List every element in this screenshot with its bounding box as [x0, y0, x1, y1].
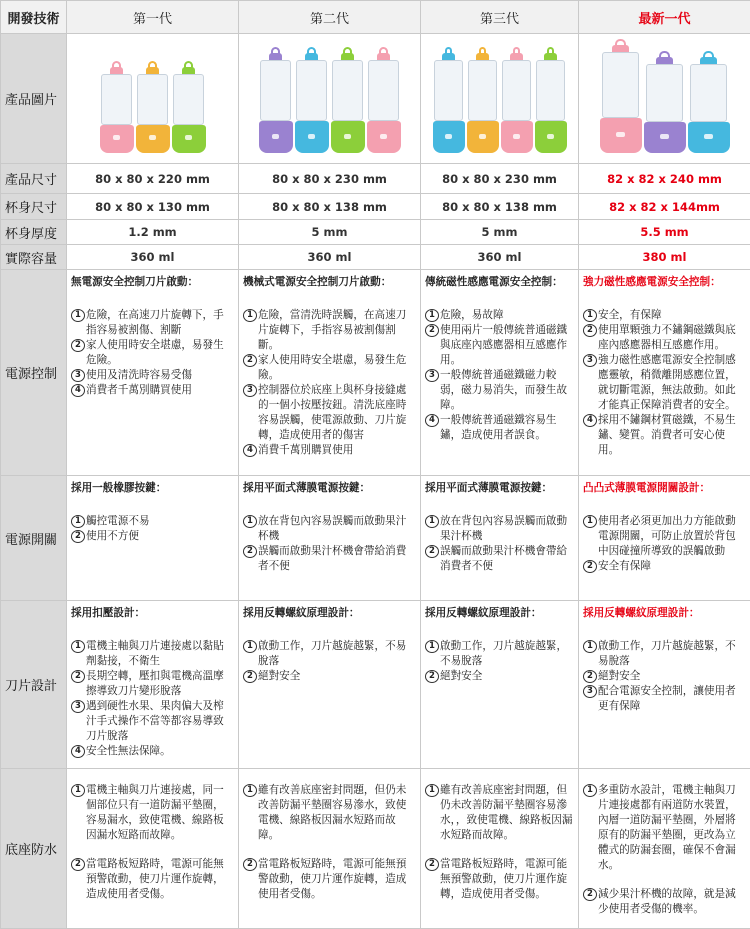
- image-gen2: [239, 34, 421, 164]
- blender-bottle-image: [136, 67, 170, 153]
- image-row: [1, 34, 750, 164]
- item-text: 一般傳統普通磁鐵磁力較弱，磁力易消失，而發生故障。: [440, 369, 568, 411]
- item-text: 觸控電源不易: [86, 515, 150, 527]
- power-switch-latest: [579, 476, 750, 601]
- list-item: [71, 699, 234, 744]
- list-item: [425, 323, 574, 368]
- item-number: 1: [243, 784, 257, 797]
- list-item: [425, 368, 574, 413]
- cell-title: 採用平面式薄膜電源按鍵：: [243, 482, 371, 494]
- list-item: [243, 544, 416, 574]
- list-item: [243, 783, 416, 843]
- header-tech-label: 開發技術: [1, 1, 67, 34]
- list-item: [583, 639, 746, 669]
- item-number: 2: [243, 545, 257, 558]
- item-text: 當電路板短路時，電源可能無預警啟動，使刀片運作旋轉，造成使用者受傷。: [440, 858, 568, 900]
- item-text: 強力磁性感應電源安全控制感應靈敏，稍微離開感應位置，就切斷電源，無法啟動。如此才能真正保障消費者的安全。: [598, 354, 736, 411]
- item-text: 家人使用時安全堪慮，易發生危險。: [258, 354, 407, 381]
- list-item: [425, 857, 574, 902]
- capacity-gen3: 360 ml: [421, 245, 579, 270]
- item-text: 使用單顆強力不鏽鋼磁鐵與底座內感應器相互感應作用。: [598, 324, 736, 351]
- item-text: 控制器位於底座上與杯身接縫處的一個小按壓按鈕。清洗底座時容易誤觸，使電源啟動、刀片旋轉，造成使用者的傷害: [258, 384, 407, 441]
- power-switch-row: [1, 476, 750, 601]
- list-item: [425, 413, 574, 443]
- item-text: 雖有改善底座密封問題，但仍未改善防漏平墊圈容易滲水，，致使電機、線路板因漏水短路而故障。: [440, 784, 573, 841]
- item-number: 2: [71, 339, 85, 352]
- item-number: 2: [425, 670, 439, 683]
- row-label-size: 產品尺寸: [1, 164, 67, 194]
- blender-bottle-image: [367, 53, 401, 153]
- list-item: [243, 443, 416, 458]
- list-item: [71, 383, 234, 398]
- item-text: 絕對安全: [258, 670, 301, 682]
- blade-latest: [579, 601, 750, 769]
- item-number: 2: [425, 545, 439, 558]
- item-text: 安全有保障: [598, 560, 651, 572]
- list-item: [425, 514, 574, 544]
- cell-title: 凸凸式薄膜電源開關設計：: [583, 482, 711, 494]
- item-number: 1: [71, 309, 85, 322]
- cell-title: 採用一般橡膠按鍵：: [71, 482, 167, 494]
- thickness-gen2: 5 mm: [239, 220, 421, 245]
- item-number: 1: [243, 515, 257, 528]
- thickness-latest: 5.5 mm: [579, 220, 750, 245]
- base-gen1: [67, 769, 239, 929]
- item-number: 3: [243, 384, 257, 397]
- cup-size-row: [1, 194, 750, 220]
- item-number: 4: [71, 384, 85, 397]
- row-label-power-control: 電源控制: [1, 270, 67, 476]
- item-text: 誤觸而啟動果汁杯機會帶給消費者不便: [258, 545, 407, 572]
- cup-size-latest: 82 x 82 x 144mm: [579, 194, 750, 220]
- item-text: 危險，易故障: [440, 309, 504, 321]
- item-number: 4: [243, 444, 257, 457]
- item-text: 多重防水設計，電機主軸與刀片連接處都有兩道防水裝置，內層一道防漏平墊圈，外層將原有的防漏平墊圈，更改為立體式的防漏套圈，確保不會漏水。: [598, 784, 736, 871]
- capacity-row: [1, 245, 750, 270]
- item-text: 使用兩片一般傳統普通磁鐵與底座內感應器相互感應作用。: [440, 324, 568, 366]
- list-item: [425, 308, 574, 323]
- row-label-thickness: 杯身厚度: [1, 220, 67, 245]
- item-text: 消費千萬別購買使用: [258, 444, 354, 456]
- item-number: 1: [425, 309, 439, 322]
- item-text: 雖有改善底座密封問題，但仍未改善防漏平墊圈容易滲水，致使電機、線路板因漏水短路而故障。: [258, 784, 407, 841]
- blender-bottle-image: [259, 53, 293, 153]
- item-text: 當電路板短路時，電源可能無預警啟動，使刀片運作旋轉，造成使用者受傷。: [86, 858, 224, 900]
- list-item: [243, 308, 416, 353]
- header-latest: 最新一代: [579, 1, 750, 34]
- item-number: 2: [71, 670, 85, 683]
- item-number: 2: [583, 888, 597, 901]
- item-text: 誤觸而啟動果汁杯機會帶給消費者不便: [440, 545, 568, 572]
- list-item: [425, 669, 574, 684]
- cup-size-gen1: 80 x 80 x 130 mm: [67, 194, 239, 220]
- item-number: 3: [425, 369, 439, 382]
- item-number: 1: [583, 309, 597, 322]
- thickness-row: [1, 220, 750, 245]
- image-latest: [579, 34, 750, 164]
- item-text: 消費者千萬別購買使用: [86, 384, 192, 396]
- item-text: 危險，當清洗時誤觸，在高速刀片旋轉下，手指容易被割傷割斷。: [258, 309, 407, 351]
- size-row: [1, 164, 750, 194]
- blender-bottle-image: [644, 57, 686, 153]
- blender-bottle-image: [688, 57, 730, 153]
- item-text: 絕對安全: [598, 670, 641, 682]
- blade-gen1: [67, 601, 239, 769]
- blender-bottle-image: [467, 53, 499, 153]
- item-number: 1: [583, 784, 597, 797]
- cup-size-gen3: 80 x 80 x 138 mm: [421, 194, 579, 220]
- header-gen2: 第二代: [239, 1, 421, 34]
- power-control-gen3: [421, 270, 579, 476]
- item-number: 1: [71, 640, 85, 653]
- list-item: [243, 514, 416, 544]
- base-row: [1, 769, 750, 929]
- list-item: [425, 639, 574, 669]
- cell-title: 採用反轉螺紋原理設計：: [425, 607, 542, 619]
- list-item: [71, 529, 234, 544]
- item-number: 3: [71, 700, 85, 713]
- row-label-capacity: 實際容量: [1, 245, 67, 270]
- list-item: [583, 353, 746, 413]
- item-number: 2: [583, 670, 597, 683]
- item-text: 長期空轉，壓扣與電機高溫摩擦導致刀片變形脫落: [86, 670, 224, 697]
- item-number: 2: [71, 530, 85, 543]
- list-item: [583, 559, 746, 574]
- blade-gen2: [239, 601, 421, 769]
- cell-title: 無電源安全控制刀片啟動：: [71, 276, 199, 288]
- size-latest: 82 x 82 x 240 mm: [579, 164, 750, 194]
- list-item: [425, 544, 574, 574]
- cup-size-gen2: 80 x 80 x 138 mm: [239, 194, 421, 220]
- row-label-cup-size: 杯身尺寸: [1, 194, 67, 220]
- list-item: [243, 353, 416, 383]
- header-gen1: 第一代: [67, 1, 239, 34]
- blade-row: [1, 601, 750, 769]
- item-number: 3: [583, 354, 597, 367]
- item-text: 絕對安全: [440, 670, 483, 682]
- cell-title: 傳統磁性感應電源安全控制：: [425, 276, 563, 288]
- image-gen3: [421, 34, 579, 164]
- list-item: [71, 669, 234, 699]
- item-number: 2: [583, 324, 597, 337]
- capacity-latest: 380 ml: [579, 245, 750, 270]
- item-number: 2: [425, 858, 439, 871]
- image-gen1: [67, 34, 239, 164]
- item-number: 1: [583, 640, 597, 653]
- list-item: [583, 669, 746, 684]
- cell-title: 採用反轉螺紋原理設計：: [583, 607, 700, 619]
- list-item: [583, 514, 746, 559]
- item-text: 安全性無法保障。: [86, 745, 171, 757]
- blender-bottle-image: [501, 53, 533, 153]
- capacity-gen2: 360 ml: [239, 245, 421, 270]
- list-item: [583, 323, 746, 353]
- power-control-latest: [579, 270, 750, 476]
- item-number: 2: [71, 858, 85, 871]
- item-text: 啟動工作，刀片越旋越緊，不易脫落: [598, 640, 736, 667]
- list-item: [583, 684, 746, 714]
- item-number: 1: [583, 515, 597, 528]
- blade-gen3: [421, 601, 579, 769]
- item-number: 1: [425, 515, 439, 528]
- item-number: 1: [425, 784, 439, 797]
- cell-title: 採用平面式薄膜電源按鍵：: [425, 482, 553, 494]
- item-number: 4: [71, 745, 85, 758]
- list-item: [71, 783, 234, 843]
- item-number: 2: [243, 858, 257, 871]
- item-text: 放在背包內容易誤觸而啟動果汁杯機: [440, 515, 568, 542]
- item-text: 使用者必須更加出力方能啟動電源開關，可防止放置於背包中因碰撞所導致的誤觸啟動: [598, 515, 736, 557]
- item-text: 使用不方便: [86, 530, 139, 542]
- thickness-gen1: 1.2 mm: [67, 220, 239, 245]
- item-text: 當電路板短路時，電源可能無預警啟動，使刀片運作旋轉，造成使用者受傷。: [258, 858, 407, 900]
- power-switch-gen1: [67, 476, 239, 601]
- cell-title: 採用扣壓設計：: [71, 607, 146, 619]
- blender-bottle-image: [100, 67, 134, 153]
- capacity-gen1: 360 ml: [67, 245, 239, 270]
- thickness-gen3: 5 mm: [421, 220, 579, 245]
- base-gen2: [239, 769, 421, 929]
- item-number: 1: [425, 640, 439, 653]
- list-item: [71, 338, 234, 368]
- blender-bottle-image: [535, 53, 567, 153]
- item-number: 2: [243, 354, 257, 367]
- blender-bottle-image: [433, 53, 465, 153]
- list-item: [71, 514, 234, 529]
- item-number: 1: [71, 784, 85, 797]
- item-text: 配合電源安全控制，讓使用者更有保障: [598, 685, 736, 712]
- power-control-gen1: [67, 270, 239, 476]
- blender-bottle-image: [600, 45, 642, 153]
- item-text: 啟動工作，刀片越旋越緊，不易脫落: [440, 640, 568, 667]
- item-number: 4: [583, 414, 597, 427]
- list-item: [243, 669, 416, 684]
- list-item: [243, 639, 416, 669]
- row-label-blade: 刀片設計: [1, 601, 67, 769]
- row-label-power-switch: 電源開關: [1, 476, 67, 601]
- item-text: 一般傳統普通磁鐵容易生鏽，造成使用者誤食。: [440, 414, 557, 441]
- power-switch-gen3: [421, 476, 579, 601]
- list-item: [71, 368, 234, 383]
- item-text: 電機主軸與刀片連接處，同一個部位只有一道防漏平墊圈，容易漏水，致使電機、線路板因漏水短路而故障。: [86, 784, 224, 841]
- item-number: 3: [71, 369, 85, 382]
- power-control-row: [1, 270, 750, 476]
- item-text: 放在背包內容易誤觸而啟動果汁杯機: [258, 515, 407, 542]
- item-number: 2: [425, 324, 439, 337]
- item-number: 2: [583, 560, 597, 573]
- size-gen3: 80 x 80 x 230 mm: [421, 164, 579, 194]
- item-number: 1: [243, 309, 257, 322]
- list-item: [425, 783, 574, 843]
- item-text: 減少果汁杯機的故障，就是減少使用者受傷的機率。: [598, 888, 736, 915]
- list-item: [583, 783, 746, 873]
- base-gen3: [421, 769, 579, 929]
- cell-title: 強力磁性感應電源安全控制：: [583, 276, 721, 288]
- list-item: [243, 383, 416, 443]
- base-latest: [579, 769, 750, 929]
- power-switch-gen2: [239, 476, 421, 601]
- item-text: 採用不鏽鋼材質磁鐵，不易生鏽、變質。消費者可安心使用。: [598, 414, 736, 456]
- item-text: 危險，在高速刀片旋轉下，手指容易被割傷、割斷: [86, 309, 224, 336]
- item-number: 1: [243, 640, 257, 653]
- item-text: 安全，有保障: [598, 309, 662, 321]
- cell-title: 採用反轉螺紋原理設計：: [243, 607, 360, 619]
- item-text: 家人使用時安全堪慮，易發生危險。: [86, 339, 224, 366]
- item-number: 3: [583, 685, 597, 698]
- list-item: [71, 744, 234, 759]
- item-number: 1: [71, 515, 85, 528]
- blender-bottle-image: [172, 67, 206, 153]
- header-row: [1, 1, 750, 34]
- list-item: [583, 887, 746, 917]
- item-text: 遇到硬性水果、果肉偏大及榨汁手式操作不當等都容易導致刀片脫落: [86, 700, 224, 742]
- list-item: [71, 639, 234, 669]
- row-label-base: 底座防水: [1, 769, 67, 929]
- blender-bottle-image: [331, 53, 365, 153]
- blender-bottle-image: [295, 53, 329, 153]
- item-text: 使用及清洗時容易受傷: [86, 369, 192, 381]
- header-gen3: 第三代: [421, 1, 579, 34]
- list-item: [243, 857, 416, 902]
- item-text: 啟動工作，刀片越旋越緊，不易脫落: [258, 640, 407, 667]
- size-gen2: 80 x 80 x 230 mm: [239, 164, 421, 194]
- list-item: [71, 308, 234, 338]
- item-text: 電機主軸與刀片連接處以黏貼劑黏接，不衛生: [86, 640, 224, 667]
- list-item: [71, 857, 234, 902]
- list-item: [583, 413, 746, 458]
- size-gen1: 80 x 80 x 220 mm: [67, 164, 239, 194]
- item-number: 2: [243, 670, 257, 683]
- list-item: [583, 308, 746, 323]
- cell-title: 機械式電源安全控制刀片啟動：: [243, 276, 392, 288]
- power-control-gen2: [239, 270, 421, 476]
- item-number: 4: [425, 414, 439, 427]
- row-label-image: 產品圖片: [1, 34, 67, 164]
